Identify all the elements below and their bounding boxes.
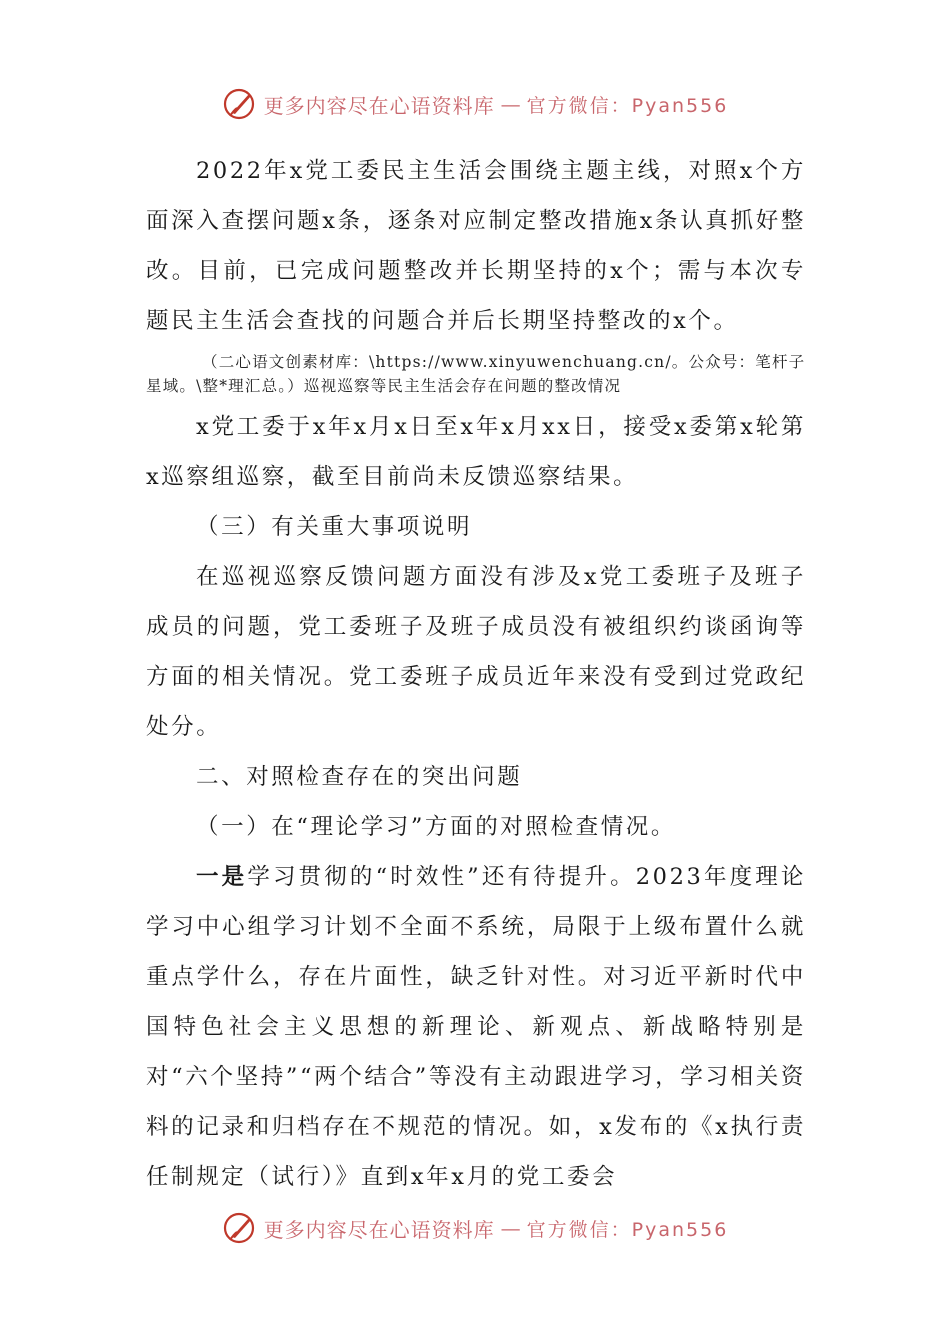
source-note: （二心语文创素材库：\https://www.xinyuwenchuang.cn/。公众号：笔杆子星域。\整*理汇总。）巡视巡察等民主生活会存在问题的整改情况 bbox=[146, 353, 806, 395]
quill-logo-icon bbox=[222, 86, 258, 122]
heading-section-two: 二、对照检查存在的突出问题 bbox=[196, 764, 523, 790]
banner-title: 更多内容尽在心语资料库 bbox=[263, 1217, 495, 1242]
footer-banner bbox=[0, 1206, 950, 1250]
banner-wechat: 官方微信：Pyan556 bbox=[526, 1218, 729, 1241]
paragraph-4 bbox=[146, 852, 806, 1202]
paragraph-1: 2022年x党工委民主生活会围绕主题主线，对照x个方面深入查摆问题x条，逐条对应制定整改措施x条认真抓好整改。目前，已完成问题整改并长期坚持的x个；需与本次专题民主生活会查找的问题合并后长期坚持整改的x个。 bbox=[146, 158, 806, 334]
heading-theory-study: （一）在“理论学习”方面的对照检查情况。 bbox=[196, 814, 677, 840]
paragraph-4-text: 学习贯彻的“时效性”还有待提升。2023年度理论学习中心组学习计划不全面不系统，局限于上级布置什么就重点学什么，存在片面性，缺乏针对性。对习近平新时代中国特色社会主义思想的新理论、新观点、新战略特别是对“六个坚持”“两个结合”等没有主动跟进学习，学习相关资料的记录和归档存在不规范的情况。如，x发布的《x执行责任制规定（试行）》直到x年x月的党工委会 bbox=[146, 864, 807, 1190]
banner-wechat: 官方微信：Pyan556 bbox=[526, 94, 729, 117]
document-body bbox=[146, 146, 806, 1202]
banner-dash: — bbox=[500, 92, 521, 116]
paragraph-3: 在巡视巡察反馈问题方面没有涉及x党工委班子及班子成员的问题，党工委班子及班子成员没有被组织约谈函询等方面的相关情况。党工委班子成员近年来没有受到过党政纪处分。 bbox=[146, 564, 806, 740]
banner-title: 更多内容尽在心语资料库 bbox=[263, 93, 495, 118]
header-banner bbox=[0, 82, 950, 126]
paragraph-2: x党工委于x年x月x日至x年x月xx日，接受x委第x轮第x巡察组巡察，截至目前尚未反馈巡察结果。 bbox=[146, 414, 806, 490]
paragraph-4-lead: 一是 bbox=[196, 864, 248, 890]
heading-major-items: （三）有关重大事项说明 bbox=[196, 514, 473, 540]
banner-dash: — bbox=[500, 1216, 521, 1240]
quill-logo-icon bbox=[222, 1210, 258, 1246]
